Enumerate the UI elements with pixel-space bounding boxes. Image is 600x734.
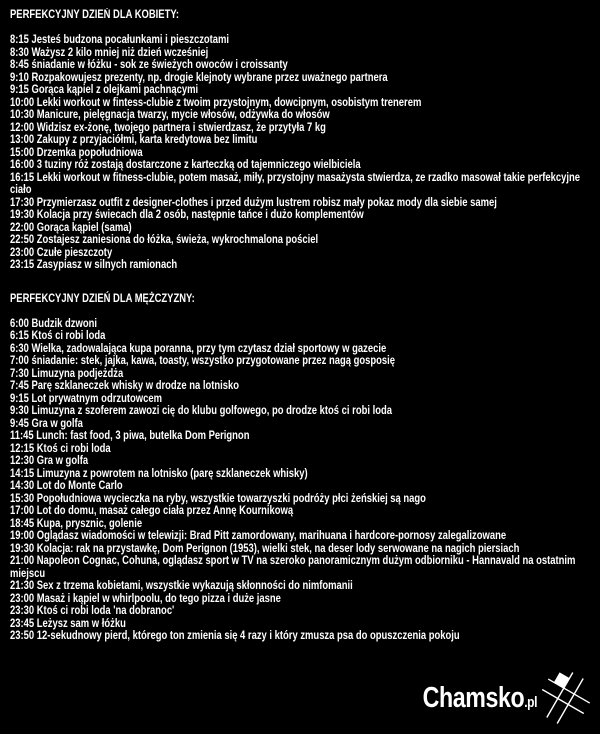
schedule-item: 12:15 Ktoś ci robi loda [10, 442, 111, 455]
schedule-item: 11:45 Lunch: fast food, 3 piwa, butelka Dom Perignon [10, 430, 250, 442]
schedule-item: 9:15 Gorąca kąpiel z olejkami pachnącymi [10, 84, 199, 96]
schedule-item: 19:00 Oglądasz wiadomości w telewizji: Brad Pitt zamordowany, marihuana i hardcore-pornosy zalegalizowane [10, 530, 507, 542]
schedule-item: 7:30 Limuzyna podjeżdża [10, 367, 124, 380]
brand-name [422, 681, 537, 714]
schedule-item: 19:30 Kolacja: rak na przystawkę, Dom Perignon (1953), wielki stek, na deser lody serwowane na nagich piersiach [10, 542, 520, 555]
schedule-item: 21:00 Napoleon Cognac, Cohuna, oglądasz sport w TV na szeroko panoramicznym dużym odbiorniku - Hannavald na ostatnim miejscu [10, 555, 579, 580]
schedule-item: 23:15 Zasypiasz w silnych ramionach [10, 259, 178, 271]
brand-tld: .pl [524, 693, 537, 711]
section-title-women: PERFEKCYJNY DZIEŃ DLA KOBIETY: [10, 9, 180, 21]
schedule-list-men [10, 318, 584, 643]
schedule-item: 16:15 Lekki workout w fitness-clubie, potem masaż, miły, przystojny masażysta stwierdza, ze rzadko masował takie perfekcyjne ciało [10, 171, 583, 196]
schedule-item: 6:15 Ktoś ci robi loda [10, 330, 106, 342]
schedule-item: 15:30 Popołudniowa wycieczka na ryby, wszystkie towarzyszki podróży płci żeńskiej są nago [10, 492, 426, 505]
schedule-item: 23:50 12-sekudnowy pierd, którego ton zmienia się 4 razy i który zmusza psa do opuszczenia pokoju [10, 630, 460, 642]
schedule-item: 16:00 3 tuziny róż zostają dostarczone z karteczką od tajemniczego wielbiciela [10, 159, 361, 171]
brand-main: Chamsko [422, 681, 525, 714]
schedule-item: 12:30 Gra w golfa [10, 455, 89, 467]
schedule-item: 8:45 śniadanie w łóżku - sok ze świeżych owoców i croissanty [10, 59, 288, 71]
schedule-item: 7:45 Parę szklaneczek whisky w drodze na lotnisko [10, 380, 240, 392]
site-watermark [394, 674, 587, 722]
schedule-item: 13:00 Zakupy z przyjaciółmi, karta kredytowa bez limitu [10, 134, 258, 146]
schedule-item: 9:45 Gra w golfa [10, 417, 83, 430]
section-perfect-day-women [10, 9, 584, 272]
schedule-content [10, 9, 584, 643]
schedule-item: 15:00 Drzemka popołudniowa [10, 146, 143, 159]
schedule-item: 23:00 Czułe pieszczoty [10, 246, 113, 259]
schedule-item: 17:00 Lot do domu, masaż całego ciała przez Annę Kournikową [10, 505, 294, 517]
section-title-men: PERFEKCYJNY DZIEŃ DLA MĘŻCZYZNY: [10, 292, 195, 305]
schedule-item: 22:00 Gorąca kąpiel (sama) [10, 221, 132, 234]
schedule-item: 22:50 Zostajesz zaniesiona do łóżka, świeża, wykrochmalona pościel [10, 234, 319, 246]
schedule-item: 23:30 Ktoś ci robi loda 'na dobranoc' [10, 605, 175, 617]
schedule-item: 23:00 Masaż i kąpiel w whirlpoolu, do tego pizza i duże jasne [10, 592, 281, 605]
schedule-item: 14:15 Limuzyna z powrotem na lotnisko (parę szklaneczek whisky) [10, 467, 308, 480]
schedule-item: 17:30 Przymierzasz outfit z designer-clothes i przed dużym lustrem robisz mały pokaz mody dla siebie samej [10, 196, 497, 209]
schedule-item: 9:15 Lot prywatnym odrzutowcem [10, 392, 162, 405]
schedule-item: 9:10 Rozpakowujesz prezenty, np. drogie klejnoty wybrane przez uważnego partnera [10, 71, 388, 84]
schedule-list-women [10, 34, 584, 272]
schedule-item: 8:15 Jesteś budzona pocałunkami i pieszczotami [10, 34, 230, 46]
schedule-item: 23:45 Leżysz sam w łóżku [10, 617, 126, 630]
schedule-item: 12:00 Widzisz ex-żonę, twojego partnera i stwierdzasz, że przytyła 7 kg [10, 121, 326, 134]
section-perfect-day-men [10, 293, 584, 643]
tilted-hash-grid-icon [543, 674, 587, 722]
schedule-item: 10:30 Manicure, pielęgnacja twarzy, mycie włosów, odżywka do włosów [10, 109, 330, 121]
schedule-item: 21:30 Sex z trzema kobietami, wszystkie wykazują skłonności do nimfomanii [10, 580, 353, 592]
schedule-item: 6:00 Budzik dzwoni [10, 317, 97, 330]
schedule-item: 18:45 Kupa, prysznic, golenie [10, 517, 143, 530]
schedule-item: 19:30 Kolacja przy świecach dla 2 osób, następnie tańce i dużo komplementów [10, 209, 364, 221]
schedule-item: 7:00 śniadanie: stek, jajka, kawa, toasty, wszystko przygotowane przez nagą gosposię [10, 355, 396, 367]
schedule-item: 9:30 Limuzyna z szoferem zawozi cię do klubu golfowego, po drodze ktoś ci robi loda [10, 405, 392, 417]
schedule-item: 10:00 Lekki workout w fintess-clubie z twoim przystojnym, dowcipnym, osobistym trenerem [10, 96, 422, 109]
schedule-item: 6:30 Wielka, zadowalająca kupa poranna, przy tym czytasz dział sportowy w gazecie [10, 342, 387, 355]
schedule-item: 8:30 Ważysz 2 kilo mniej niż dzień wcześniej [10, 46, 209, 59]
schedule-item: 14:30 Lot do Monte Carlo [10, 480, 123, 492]
